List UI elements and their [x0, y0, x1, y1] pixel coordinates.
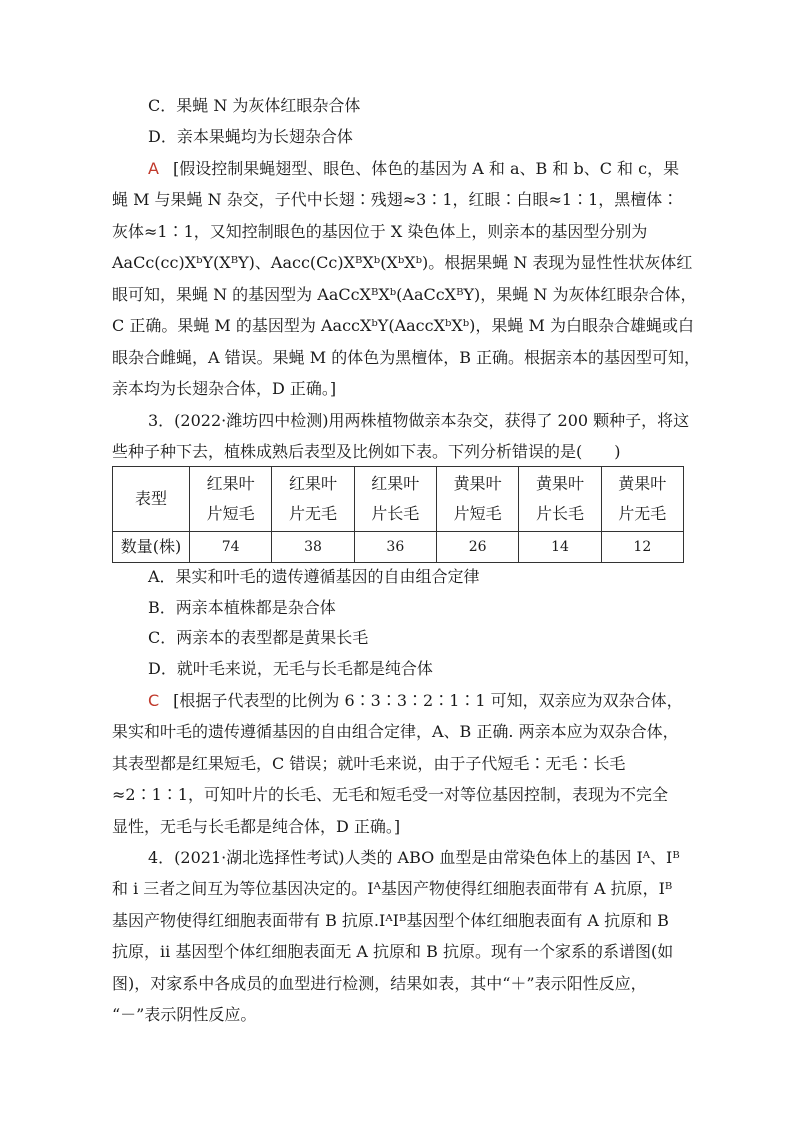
explanation-line: 眼可知，果蝇 N 的基因型为 AaCcXᴮXᵇ(AaCcXᴮY)，果蝇 N 为灰体红眼杂合体，	[112, 285, 697, 304]
table-header-cell: 表型	[113, 467, 190, 532]
explanation-line: 显性，无毛与长毛都是纯合体，D 正确。]	[112, 817, 401, 836]
explanation-line: AaCc(cc)XᵇY(XᴮY)、Aacc(Cc)XᴮXᵇ(XᵇXᵇ)。根据果蝇 N 表现为显性性状灰体红	[112, 253, 693, 272]
explanation-line: 灰体≈1∶1，又知控制眼色的基因位于 X 染色体上，则亲本的基因型分别为	[112, 222, 648, 241]
phenotype-label: 红果叶片短毛	[206, 474, 255, 523]
option-d-q3: D．就叶毛来说，无毛与长毛都是纯合体	[148, 659, 433, 678]
explanation-text: [根据子代表型的比例为 6∶3∶3∶2∶1∶1 可知，双亲应为双杂合体，	[173, 691, 683, 710]
option-d-q2: D．亲本果蝇均为长翅杂合体	[148, 127, 353, 146]
question-4-stem: 基因产物使得红细胞表面带有 B 抗原.IᴬIᴮ基因型个体红细胞表面有 A 抗原和 B	[112, 911, 669, 930]
explanation-line: C 正确。果蝇 M 的基因型为 AaccXᵇY(AaccXᵇXᵇ)，果蝇 M 为白眼杂合雄蝇或白	[112, 316, 694, 335]
table-header-cell	[436, 467, 518, 532]
question-3-stem: 些种子种下去，植株成熟后表型及比例如下表。下列分析错误的是( )	[112, 442, 621, 461]
table-header-cell	[272, 467, 354, 532]
explanation-line: ≈2∶1∶1，可知叶片的长毛、无毛和短毛受一对等位基因控制，表现为不完全	[112, 785, 668, 804]
explanation-line: 眼杂合雌蝇，A 错误。果蝇 M 的体色为黑檀体，B 正确。根据亲本的基因型可知，	[112, 348, 701, 367]
table-cell: 36	[354, 532, 436, 563]
option-c-q2: C．果蝇 N 为灰体红眼杂合体	[148, 96, 361, 115]
explanation-text: [假设控制果蝇翅型、眼色、体色的基因为 A 和 a、B 和 b、C 和 c，果	[172, 159, 680, 178]
table-header-cell	[190, 467, 272, 532]
table-cell: 38	[272, 532, 354, 563]
question-4-stem: 4．(2021·湖北选择性考试)人类的 ABO 血型是由常染色体上的基因 Iᴬ、Iᴮ	[148, 848, 680, 867]
table-row	[113, 532, 684, 563]
table-cell: 74	[190, 532, 272, 563]
question-4-stem: 抗原，ii 基因型个体红细胞表面无 A 抗原和 B 抗原。现有一个家系的系谱图(如	[112, 942, 674, 961]
table-header-cell	[601, 467, 683, 532]
phenotype-label: 黄果叶片长毛	[535, 474, 584, 523]
explanation-line: 果实和叶毛的遗传遵循基因的自由组合定律，A、B 正确. 两亲本应为双杂合体，	[112, 722, 679, 741]
option-c-q3: C．两亲本的表型都是黄果长毛	[148, 628, 369, 647]
table-header-cell: 数量(株)	[113, 532, 190, 563]
explanation-line	[148, 159, 718, 179]
option-a-q3: A．果实和叶毛的遗传遵循基因的自由组合定律	[148, 567, 480, 586]
answer-letter-q3: C	[148, 691, 160, 710]
explanation-line: 其表型都是红果短毛，C 错误；就叶毛来说，由于子代短毛∶无毛∶长毛	[112, 754, 626, 773]
question-4-stem: 图)，对家系中各成员的血型进行检测，结果如表，其中“＋”表示阳性反应，	[112, 974, 647, 993]
phenotype-label: 黄果叶片短毛	[453, 474, 502, 523]
question-4-stem: 和 i 三者之间互为等位基因决定的。Iᴬ基因产物使得红细胞表面带有 A 抗原，Iᴮ	[112, 879, 673, 898]
table-header-cell	[354, 467, 436, 532]
table-header-cell	[519, 467, 601, 532]
explanation-line	[148, 691, 718, 711]
option-b-q3: B．两亲本植株都是杂合体	[148, 598, 336, 617]
answer-letter-q2: A	[148, 159, 159, 178]
question-3-stem: 3．(2022·潍坊四中检测)用两株植物做亲本杂交，获得了 200 颗种子，将这	[148, 411, 690, 430]
phenotype-label: 黄果叶片无毛	[618, 474, 667, 523]
phenotype-label: 红果叶片无毛	[288, 474, 337, 523]
table-cell: 26	[436, 532, 518, 563]
table-cell: 12	[601, 532, 683, 563]
table-row	[113, 467, 684, 532]
phenotype-label: 红果叶片长毛	[371, 474, 420, 523]
explanation-line: 亲本均为长翅杂合体，D 正确。]	[112, 379, 337, 398]
question-4-stem: “－”表示阴性反应。	[112, 1005, 257, 1024]
explanation-line: 蝇 M 与果蝇 N 杂交，子代中长翅∶残翅≈3∶1，红眼∶白眼≈1∶1，黑檀体∶	[112, 190, 679, 209]
phenotype-table	[112, 466, 684, 563]
table-cell: 14	[519, 532, 601, 563]
